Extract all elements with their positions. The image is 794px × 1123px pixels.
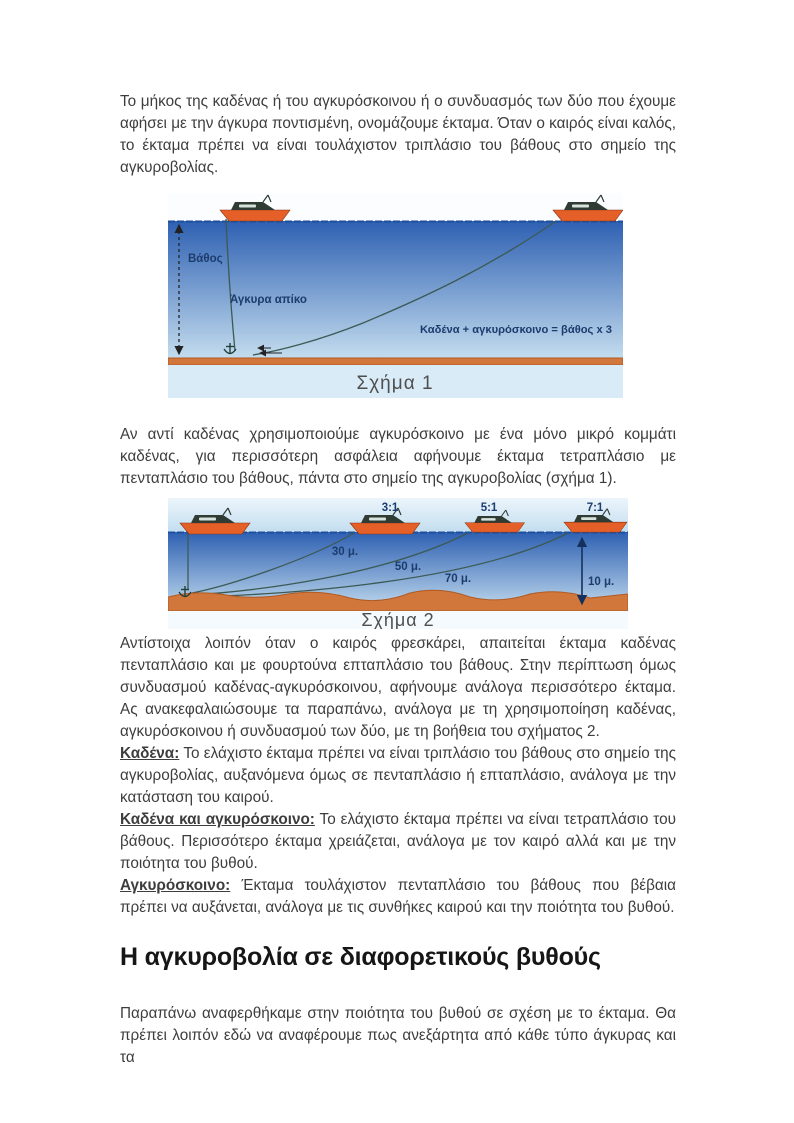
paragraph-term-agkyroskoino xyxy=(120,875,676,919)
figure-1-illustration xyxy=(168,193,623,398)
figure-2-caption: Σχήμα 2 xyxy=(361,610,435,629)
figure-1-caption: Σχήμα 1 xyxy=(356,373,434,394)
ratio-label-3-1: 3:1 xyxy=(381,502,399,514)
section-heading: Η αγκυροβολία σε διαφορετικούς βυθούς xyxy=(120,943,601,971)
figure-2-illustration xyxy=(168,498,628,629)
figure-2 xyxy=(168,498,628,629)
anchor-apiko-label: Άγκυρα απίκο xyxy=(230,294,307,306)
chain-length-label-50m: 50 μ. xyxy=(394,561,422,573)
chain-length-label-30m: 30 μ. xyxy=(331,546,359,558)
term-text-kadena: Το ελάχιστο έκταμα πρέπει να είναι τριπλάσιο του βάθους στο σημείο της αγκυροβολίας, αυξανόμενα όμως σε πενταπλάσιο ή επταπλάσιο, ανάλογα με την κατάσταση του καιρού. xyxy=(120,745,676,806)
sea-water xyxy=(168,221,623,358)
paragraph-rope-scope: Αν αντί καδένας χρησιμοποιούμε αγκυρόσκοινο με ένα μόνο μικρό κομμάτι καδένας, για περισσότερη ασφάλεια αφήνουμε έκταμα τετραπλάσιο με πενταπλάσιο του βάθους, πάντα στο σημείο της αγκυροβολίας (σχήμα 1). xyxy=(120,426,676,487)
paragraph-term-kadena xyxy=(120,743,676,809)
paragraph-term-kadena-agkyroskoino xyxy=(120,809,676,875)
depth-10m-label: 10 μ. xyxy=(588,576,615,588)
figure-1 xyxy=(168,193,623,398)
depth-label: Βάθος xyxy=(188,253,223,265)
term-label-kadena-agkyroskoino: Καδένα και αγκυρόσκοινο: xyxy=(120,811,315,828)
paragraph-scope-definition: Το μήκος της καδένας ή του αγκυρόσκοινου ή ο συνδυασμός των δύο που έχουμε αφήσει με την άγκυρα ποντισμένη, ονομάζουμε έκταμα. Όταν ο καιρός είναι καλός, το έκταμα πρέπει να είναι τουλάχιστον τριπλάσιο του βάθους στο σημείο της αγκυροβολίας. xyxy=(120,93,676,176)
ratio-label-5-1: 5:1 xyxy=(480,502,498,514)
ratio-label-7-1: 7:1 xyxy=(586,502,604,514)
paragraph-seabed-intro: Παραπάνω αναφερθήκαμε στην ποιότητα του βυθού σε σχέση με το έκταμα. Θα πρέπει λοιπόν εδώ να αναφέρουμε πως ανεξάρτητα από κάθε τύπο άγκυρας και τα xyxy=(120,1005,676,1066)
scope-formula-label: Καδένα + αγκυρόσκοινο = βάθος x 3 xyxy=(420,324,612,336)
seabed xyxy=(168,358,623,365)
chain-length-label-70m: 70 μ. xyxy=(444,573,472,585)
term-label-agkyroskoino: Αγκυρόσκοινο: xyxy=(120,877,231,894)
term-text-kadena-agkyroskoino: Το ελάχιστο έκταμα πρέπει να είναι τετραπλάσιο του βάθους. Περισσότερο έκταμα χρειάζεται, ανάλογα με τον καιρό αλλά και με την ποιότητα του βυθού. xyxy=(120,811,676,872)
term-text-agkyroskoino: Έκταμα τουλάχιστον πενταπλάσιο του βάθους που βέβαια πρέπει να αυξάνεται, ανάλογα με τις συνθήκες καιρού και την ποιότητα του βυθού. xyxy=(120,877,676,916)
paragraph-recap: Αντίστοιχα λοιπόν όταν ο καιρός φρεσκάρει, απαιτείται έκταμα καδένας πενταπλάσιο και με φουρτούνα επταπλάσιο του βάθους. Στην περίπτωση όμως συνδυασμού καδένας-αγκυρόσκοινου, αφήνουμε ανάλογα περισσότερο έκταμα. Ας ανακεφαλαιώσουμε τα παραπάνω, ανάλογα με τη χρησιμοποίηση καδένας, αγκυρόσκοινου ή συνδυασμού των δύο, με τη βοήθεια του σχήματος 2. xyxy=(120,635,676,740)
term-label-kadena: Καδένα: xyxy=(120,745,180,762)
